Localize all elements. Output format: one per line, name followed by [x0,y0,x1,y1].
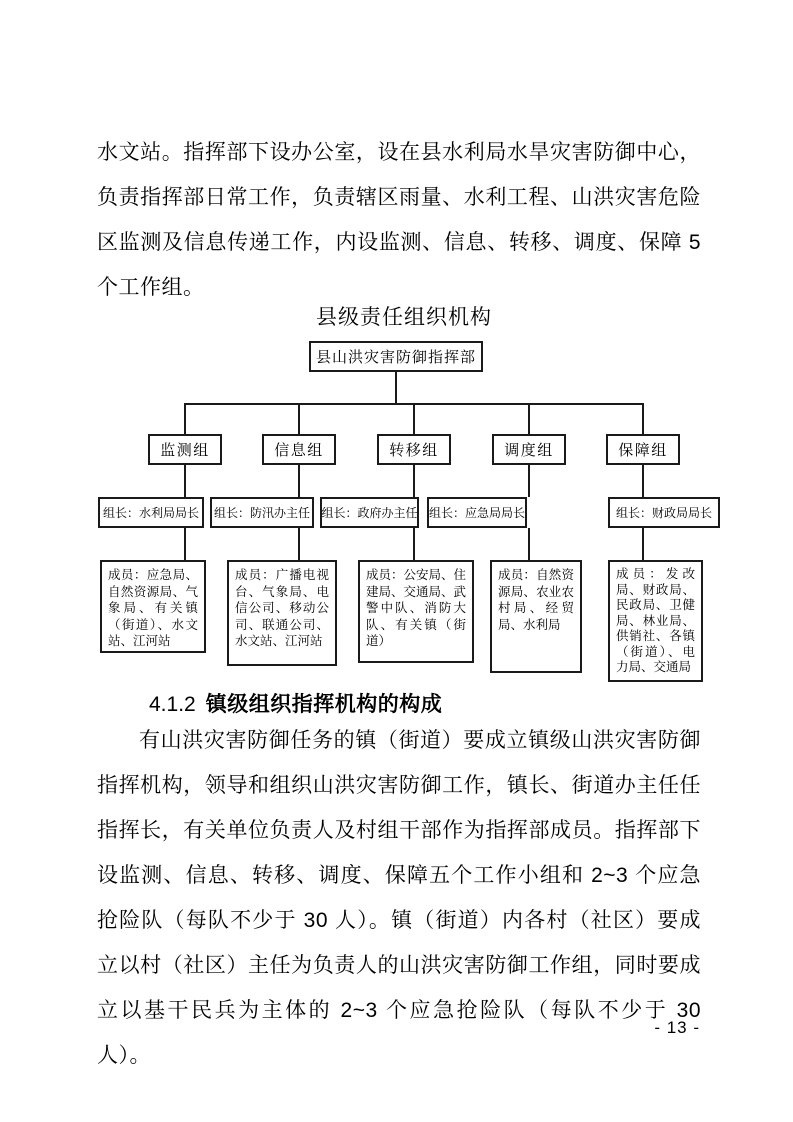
connector-line [298,405,300,434]
org-chart [0,341,793,686]
leader-box-monitoring [98,497,204,528]
group-box-support [606,434,680,465]
connector-line [528,405,530,434]
connector-line [184,465,186,497]
section-title: 镇级组织指挥机构的构成 [205,693,443,716]
member-box-monitoring [100,560,206,653]
connector-line [298,465,300,497]
group-label: 保障组 [618,442,668,459]
leader-box-transfer [320,497,419,528]
org-chart-root-label: 县山洪灾害防御指挥部 [315,349,476,366]
group-box-monitoring [148,434,222,465]
member-box-information [227,560,337,666]
group-box-transfer [377,434,451,465]
leader-label: 组长：水利局局长 [102,506,199,520]
connector-line [413,528,415,560]
connector-line [642,528,644,560]
connector-line [528,528,530,560]
member-list: 成员：发改局、财政局、民政局、卫健局、林业局、供销社、各镇（街道）、电力局、交通局 [616,567,695,674]
group-box-dispatch [492,434,566,465]
section-heading [97,688,701,718]
connector-line [395,372,397,405]
chart-title: 县级责任组织机构 [316,306,492,329]
org-chart-root-box [309,341,483,372]
group-label: 监测组 [160,442,210,459]
member-list: 成员：广播电视台、气象局、电信公司、移动公司、联通公司、水文站、江河站 [235,568,329,648]
paragraph-intro: 水文站。指挥部下设办公室，设在县水利局水旱灾害防御中心，负责指挥部日常工作，负责辖区雨量、水利工程、山洪灾害危险区监测及信息传递工作，内设监测、信息、转移、调度、保障 5 个工作组。 [97,141,701,299]
group-label: 信息组 [274,442,324,459]
member-list: 成员：自然资源局、农业农村局、经贸局、水利局 [498,568,574,632]
connector-line [413,465,415,497]
group-label: 转移组 [389,442,439,459]
leader-label: 组长：政府办主任 [321,506,418,520]
group-label: 调度组 [504,442,554,459]
connector-line [184,405,186,434]
member-box-support [608,560,703,682]
leader-label: 组长：防汛办主任 [213,506,310,520]
leader-label: 组长：应急局局长 [429,506,526,520]
connector-line [642,465,644,497]
section-number: 4.1.2 [149,693,196,716]
leader-box-information [210,497,314,528]
leader-label: 组长：财政局局长 [615,506,712,520]
connector-line [642,405,644,434]
connector-line [413,405,415,434]
member-box-dispatch [490,560,582,673]
paragraph-body: 有山洪灾害防御任务的镇（街道）要成立镇级山洪灾害防御指挥机构，领导和组织山洪灾害防御工作，镇长、街道办主任任指挥长，有关单位负责人及村组干部作为指挥部成员。指挥部下设监测、信息、转移、调度、保障五个工作小组和 2~3 个应急抢险队（每队不少于 30 人）。镇（街道）内各村（社区）要成立以村（社区）主任为负责人的山洪灾害防御工作组，同时要成立以基干民兵为主体的 2~3 个应急抢险队（每队不少于 30 人）。 [97,729,701,1067]
leader-box-support [608,497,720,528]
page-number: - 13 - [654,1018,700,1037]
group-box-information [262,434,336,465]
connector-line [298,528,300,560]
member-box-transfer [358,560,474,663]
member-list: 成员：公安局、住建局、交通局、武警中队、消防大队、有关镇（街道） [366,568,467,648]
member-list: 成员：应急局、自然资源局、气象局、有关镇（街道）、水文站、江河站 [108,568,198,648]
leader-box-dispatch [427,497,527,528]
connector-line [528,465,530,497]
connector-line [184,528,186,560]
